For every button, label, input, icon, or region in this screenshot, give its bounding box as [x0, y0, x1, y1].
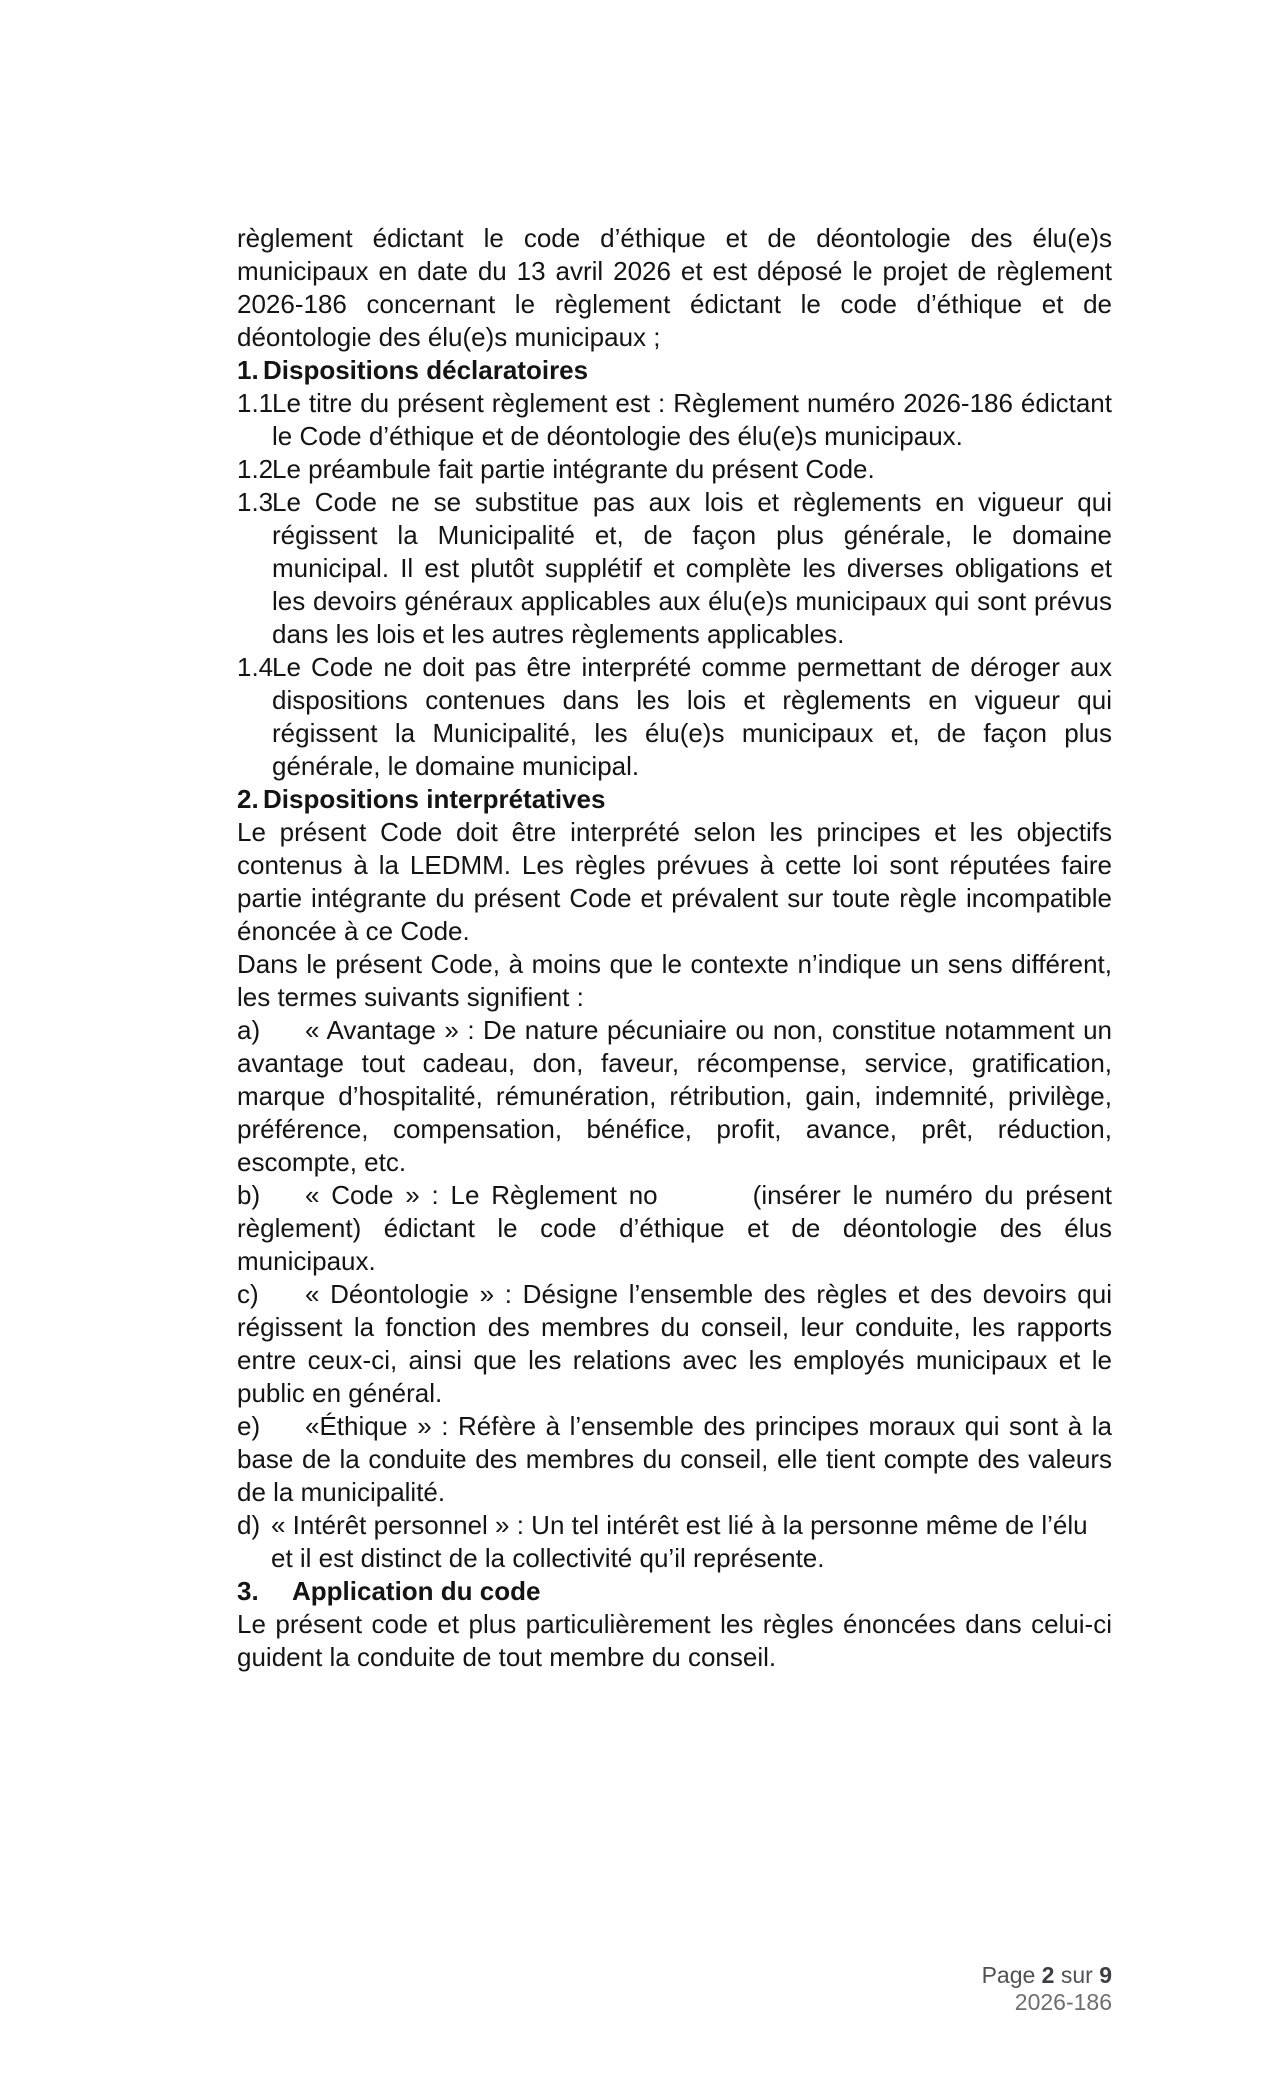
- footer-page-word: Page: [981, 1962, 1042, 1988]
- heading-number: 2.: [237, 784, 259, 814]
- definition-interet-personnel: [237, 1509, 1112, 1575]
- definition-ethique: [237, 1410, 1112, 1509]
- clause-1-1: [237, 387, 1112, 453]
- clause-number: 1.3: [237, 487, 274, 517]
- section-heading-3: [237, 1575, 1112, 1608]
- definition-text-after: (insérer le numéro du présent règlement) édictant le code d’éthique et de déontologie des élus municipaux.: [237, 1180, 1113, 1276]
- definition-letter: b): [237, 1180, 261, 1210]
- clause-1-4: [237, 651, 1112, 783]
- definition-letter: c): [237, 1279, 259, 1309]
- definition-text: «Éthique » : Réfère à l’ensemble des principes moraux qui sont à la base de la conduite des membres du conseil, elle tient compte des valeurs de la municipalité.: [237, 1411, 1112, 1507]
- definition-deontologie: [237, 1278, 1112, 1410]
- definition-letter: d): [237, 1510, 261, 1540]
- definition-letter: a): [237, 1015, 261, 1045]
- definition-code: [237, 1179, 1112, 1278]
- definition-text: « Intérêt personnel » : Un tel intérêt est lié à la personne même de l’élu et il est distinct de la collectivité qu’il représente.: [271, 1510, 1088, 1573]
- clause-number: 1.1: [237, 388, 274, 418]
- heading-number: 3.: [237, 1576, 259, 1606]
- definition-letter: e): [237, 1411, 261, 1441]
- heading-title: Dispositions interprétatives: [263, 784, 606, 814]
- document-body: [237, 222, 1112, 1674]
- clause-text: Le Code ne se substitue pas aux lois et règlements en vigueur qui régissent la Municipalité et, de façon plus générale, le domaine municipal. Il est plutôt supplétif et complète les diverses obligations et les devoirs généraux applicables aux élu(e)s municipaux qui sont prévus dans les lois et les autres règlements applicables.: [272, 487, 1112, 649]
- definition-text-before: « Code » : Le Règlement no: [305, 1180, 658, 1210]
- clause-1-2: [237, 453, 1112, 486]
- definition-text: « Déontologie » : Désigne l’ensemble des règles et des devoirs qui régissent la fonction des membres du conseil, leur conduite, les rapports entre ceux-ci, ainsi que les relations avec les employés municipaux et le public en général.: [237, 1279, 1112, 1408]
- clause-text: Le Code ne doit pas être interprété comme permettant de déroger aux dispositions contenues dans les lois et règlements en vigueur qui régissent la Municipalité, les élu(e)s municipaux et, de façon plus générale, le domaine municipal.: [272, 652, 1112, 781]
- terms-intro-paragraph: Dans le présent Code, à moins que le contexte n’indique un sens différent, les termes suivants signifient :: [237, 949, 1112, 1012]
- page-footer: [982, 1962, 1112, 2016]
- section-heading-2: [237, 783, 1112, 816]
- interpretation-paragraph: Le présent Code doit être interprété selon les principes et les objectifs contenus à la LEDMM. Les règles prévues à cette loi sont réputées faire partie intégrante du présent Code et prévalent sur toute règle incompatible énoncée à ce Code.: [237, 817, 1112, 946]
- definition-avantage: [237, 1014, 1112, 1179]
- clause-number: 1.2: [237, 454, 274, 484]
- footer-page-line: [982, 1962, 1112, 1989]
- heading-title: Dispositions déclaratoires: [263, 355, 589, 385]
- clause-text: Le titre du présent règlement est : Règlement numéro 2026-186 édictant le Code d’éthique et de déontologie des élu(e)s municipaux.: [272, 388, 1112, 451]
- heading-number: 1.: [237, 355, 259, 385]
- footer-page-total: 9: [1099, 1962, 1112, 1988]
- clause-number: 1.4: [237, 652, 274, 682]
- application-paragraph: Le présent code et plus particulièrement les règles énoncées dans celui-ci guident la conduite de tout membre du conseil.: [237, 1609, 1112, 1672]
- intro-paragraph: règlement édictant le code d’éthique et de déontologie des élu(e)s municipaux en date du 13 avril 2026 et est déposé le projet de règlement 2026-186 concernant le règlement édictant le code d’éthique et de déontologie des élu(e)s municipaux ;: [237, 223, 1112, 352]
- clause-1-3: [237, 486, 1112, 651]
- footer-page-number: 2: [1041, 1962, 1055, 1988]
- clause-text: Le préambule fait partie intégrante du présent Code.: [272, 454, 875, 484]
- definition-text: « Avantage » : De nature pécuniaire ou non, constitue notamment un avantage tout cadeau, don, faveur, récompense, service, gratification, marque d’hospitalité, rémunération, rétribution, gain, indemnité, privilège, préférence, compensation, bénéfice, profit, avance, prêt, réduction, escompte, etc.: [237, 1015, 1112, 1177]
- footer-doc-number: 2026-186: [1014, 1989, 1112, 2015]
- section-heading-1: [237, 354, 1112, 387]
- footer-sur-word: sur: [1054, 1962, 1100, 1988]
- heading-title: Application du code: [292, 1576, 541, 1606]
